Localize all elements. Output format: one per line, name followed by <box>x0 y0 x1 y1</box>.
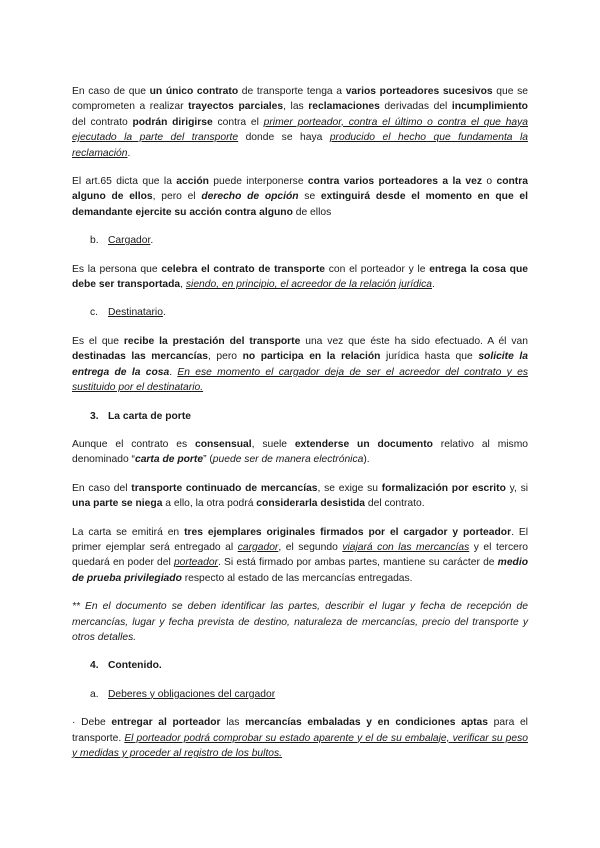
list-item-deberes-cargador: a. Deberes y obligaciones del cargador <box>90 688 276 700</box>
paragraph-entregar: · Debe entregar al porteador las mercancías embaladas y en condiciones aptas para el transporte. El porteador podrá comprobar su estado aparente y el de su embalaje, verificar su peso y medidas y proceder al registro de los bultos. <box>72 717 528 759</box>
note-paragraph: ** En el documento se deben identificar las partes, describir el lugar y fecha de recepción de mercancías, lugar y fecha prevista de destino, naturaleza de mercancías, precio del transporte y otros detalles. <box>72 601 528 643</box>
document-page <box>72 84 528 774</box>
list-item-destinatario: c. Destinatario. <box>90 307 166 319</box>
paragraph-ejemplares: La carta se emitirá en tres ejemplares originales firmados por el cargador y porteador. El primer ejemplar será entregado al cargador, el segundo viajará con las mercancías y el tercero quedará en poder del porteador. Si está firmado por ambas partes, mantiene su carácter de medio de prueba privilegiado respecto al estado de las mercancías entregadas. <box>72 526 529 584</box>
paragraph-cargador: Es la persona que celebra el contrato de transporte con el porteador y le entrega la cosa que debe ser transportada, siendo, en principio, el acreedor de la relación jurídica. <box>72 263 528 291</box>
paragraph-sucesivos: En caso de que un único contrato de transporte tenga a varios porteadores sucesivos que se comprometen a realizar trayectos parciales, las reclamaciones derivadas del incumplimiento del contrato podrán dirigirse contra el primer porteador, contra el último o contra el que haya ejecutado la parte del transporte donde se haya producido el hecho que fundamenta la reclamación. <box>72 86 529 159</box>
paragraph-art65: El art.65 dicta que la acción puede interponerse contra varios porteadores a la vez o contra alguno de ellos, pero el derecho de opción se extinguirá desde el momento en que el demandante ejercite su acción contra alguno de ellos <box>72 176 528 218</box>
section-heading-carta-de-porte: 3. La carta de porte <box>90 410 191 422</box>
section-heading-contenido: 4. Contenido. <box>90 660 162 672</box>
list-item-cargador: b. Cargador. <box>90 235 154 247</box>
paragraph-consensual: Aunque el contrato es consensual, suele extenderse un documento relativo al mismo denominado “carta de porte” (puede ser de manera electrónica). <box>72 438 529 466</box>
paragraph-destinatario: Es el que recibe la prestación del transporte una vez que éste ha sido efectuado. A él van destinadas las mercancías, pero no participa en la relación jurídica hasta que solicite la entrega de la cosa. En ese momento el cargador deja de ser el acreedor del contrato y es sustituido por el destinatario. <box>72 335 528 394</box>
paragraph-continuado: En caso del transporte continuado de mercancías, se exige su formalización por escrito y, si una parte se niega a ello, la otra podrá considerarla desistida del contrato. <box>72 482 529 510</box>
